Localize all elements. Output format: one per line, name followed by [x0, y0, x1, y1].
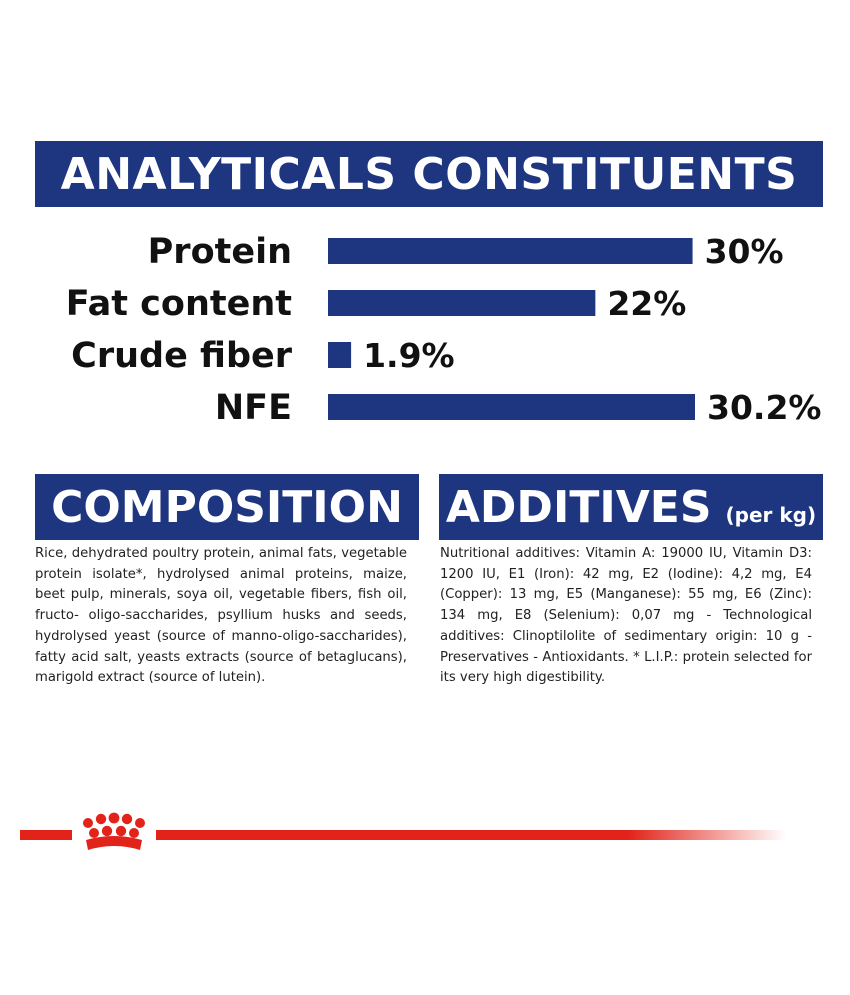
- additives-text: Nutritional additives: Vitamin A: 19000 IU, Vitamin D3: 1200 IU, E1 (Iron): 42 mg, E2 (Iodine): 4,2 mg, E4 (Copper): 13 mg, E5 (Manganese): 55 mg, E6 (Zinc): 134 mg, E8 (Selenium): 0,07 mg - Technological additives: Clinoptilolite of sedimentary origin: 10 g - Preservatives - Antioxidants. * L.I.P.: protein selected for its very high digestibility.: [440, 546, 812, 686]
- footer-line-left: [20, 830, 72, 840]
- footer-line-right: [156, 830, 786, 840]
- composition-title: COMPOSITION: [51, 481, 403, 533]
- additives-title: ADDITIVES: [445, 481, 712, 533]
- value-label-nfe: 30.2%: [707, 388, 822, 427]
- value-label-protein: 30%: [704, 232, 784, 271]
- bar-nfe: [328, 394, 695, 420]
- category-label-crude-fiber: Crude fiber: [71, 336, 292, 376]
- value-label-fat-content: 22%: [607, 284, 687, 323]
- analytics-bar-chart: [0, 225, 850, 445]
- royal-crown-icon: [83, 813, 145, 850]
- category-label-fat-content: Fat content: [65, 284, 292, 324]
- footer-brand-line: [0, 806, 850, 870]
- composition-text: Rice, dehydrated poultry protein, animal fats, vegetable protein isolate*, hydrolysed animal proteins, maize, beet pulp, minerals, soya oil, vegetable fibers, fish oil, fructo- oligo-saccharides, psyllium husks and seeds, hydrolysed yeast (source of manno-oligo-saccharides), fatty acid salt, yeasts extracts (source of betaglucans), marigold extract (source of lutein).: [35, 546, 407, 686]
- analytics-title-banner: [35, 141, 823, 207]
- additives-title-banner: [439, 474, 823, 540]
- analytics-title: ANALYTICALS CONSTITUENTS: [60, 148, 798, 200]
- value-label-crude-fiber: 1.9%: [363, 336, 455, 375]
- category-label-nfe: NFE: [214, 388, 292, 428]
- bar-crude-fiber: [328, 342, 351, 368]
- composition-title-banner: [35, 474, 419, 540]
- additives-unit: (per kg): [725, 503, 817, 527]
- bar-protein: [328, 238, 693, 264]
- bar-fat-content: [328, 290, 595, 316]
- category-label-protein: Protein: [147, 232, 292, 272]
